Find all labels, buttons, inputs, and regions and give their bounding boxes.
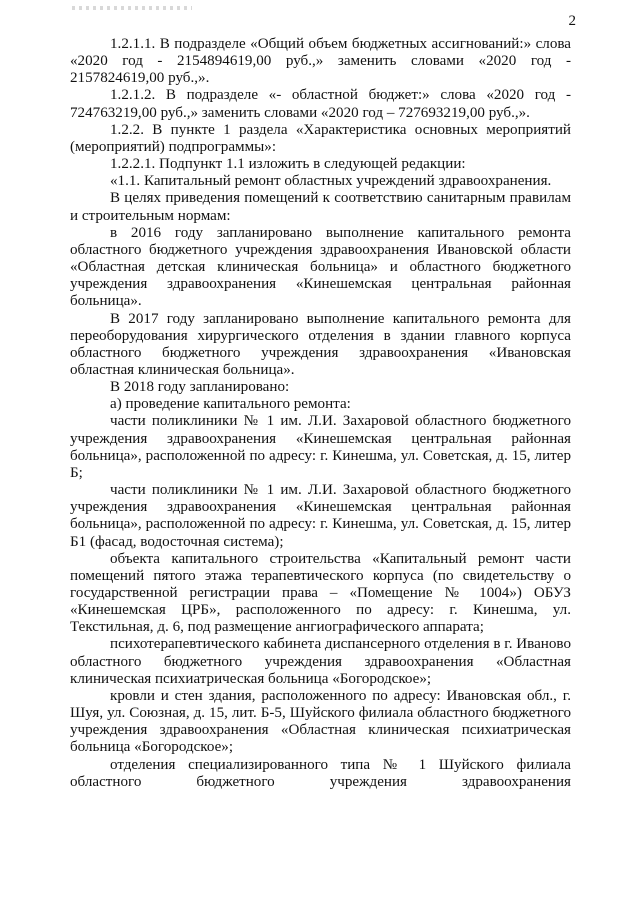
list-item-polyclinic-litera-b1: части поликлиники № 1 им. Л.И. Захаровой областного бюджетного учреждения здравоохранения «Кинешемская центральная районная больница», расположенной по адресу: г. Кинешма, ул. Советская, д. 15, литер Б1 (фасад, водосточная система);: [70, 482, 571, 550]
paragraph-repair-a: а) проведение капитального ремонта:: [110, 396, 351, 413]
paragraph-1-2-1-1: 1.2.1.1. В подразделе «Общий объем бюджетных ассигнований:» слова «2020 год - 2154894619,00 руб.,» заменить словами «2020 год - 2157824619,00 руб.,».: [70, 36, 571, 87]
paragraph-purpose: В целях приведения помещений к соответствию санитарным правилам и строительным нормам:: [70, 190, 571, 224]
list-item-special-department: отделения специализированного типа № 1 Шуйского филиала областного бюджетного учреждения здравоохранения: [70, 756, 571, 790]
list-item-psychotherapy-room: психотерапевтического кабинета диспансерного отделения в г. Иваново областного бюджетного учреждения здравоохранения «Областная клиническая психиатрическая больница «Богородское»;: [70, 636, 572, 687]
page-number: 2: [568, 13, 576, 29]
paragraph-1-2-1-2: 1.2.1.2. В подразделе «- областной бюджет:» слова «2020 год - 724763219,00 руб.,» заменить словами «2020 год – 727693219,00 руб.,».: [70, 87, 571, 121]
paragraph-2018: В 2018 году запланировано:: [110, 379, 290, 396]
list-item-therapeutic-building: объекта капитального строительства «Капитальный ремонт части помещений пятого этажа терапевтического корпуса (по свидетельству о государственной регистрации права – «Помещение № 1004») ОБУЗ «Кинешемская ЦРБ», расположенного по адресу: г. Кинешма, ул. Текстильная, д. 6, под размещение ангиографического аппарата;: [70, 550, 571, 636]
paragraph-2016: в 2016 году запланировано выполнение капитального ремонта областного бюджетного учреждения здравоохранения Ивановской области «Областная детская клиническая больница» и областного бюджетного учреждения здравоохранения «Кинешемская центральная районная больница».: [70, 224, 571, 310]
list-item-roof-walls: кровли и стен здания, расположенного по адресу: Ивановская обл., г. Шуя, ул. Союзная, д. 15, лит. Б-5, Шуйского филиала областного бюджетного учреждения здравоохранения «Областная клиническая психиатрическая больница «Богородское»;: [70, 687, 571, 756]
paragraph-1-1-heading: «1.1. Капитальный ремонт областных учреждений здравоохранения.: [110, 173, 552, 190]
paragraph-1-2-2: 1.2.2. В пункте 1 раздела «Характеристика основных мероприятий (мероприятий) подпрограммы»:: [70, 121, 571, 155]
paragraph-2017: В 2017 году запланировано выполнение капитального ремонта для переоборудования хирургического отделения в здании главного корпуса областного бюджетного учреждения здравоохранения «Ивановская областная клиническая больница».: [70, 310, 571, 378]
document-body: [70, 36, 571, 791]
paragraph-1-2-2-1: 1.2.2.1. Подпункт 1.1 изложить в следующей редакции:: [110, 156, 466, 173]
scan-artifact: [72, 6, 192, 10]
list-item-polyclinic-litera-b: части поликлиники № 1 им. Л.И. Захаровой областного бюджетного учреждения здравоохранения «Кинешемская центральная районная больница», расположенной по адресу: г. Кинешма, ул. Советская, д. 15, литер Б;: [70, 413, 571, 481]
